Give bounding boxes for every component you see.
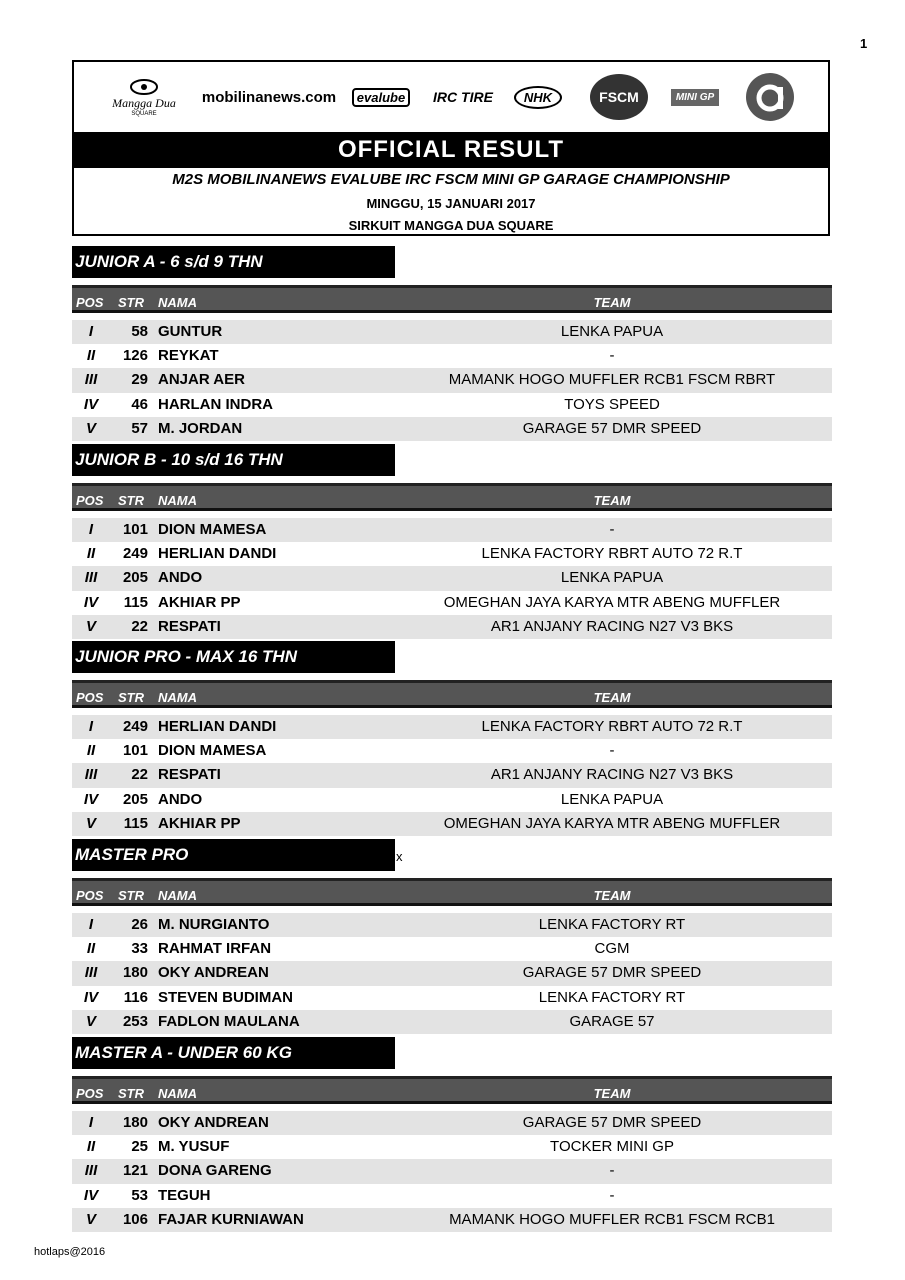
pos-column-header: POS [76, 493, 104, 508]
start-number-cell: 25 [131, 1138, 148, 1156]
column-header [72, 285, 832, 313]
position-cell: III [84, 964, 98, 982]
table-row [72, 739, 832, 763]
team-cell: LENKA PAPUA [560, 790, 664, 808]
team-cell: GARAGE 57 DMR SPEED [522, 964, 702, 982]
team-column-header: TEAM [593, 690, 631, 705]
position-cell: V [85, 814, 96, 832]
position-cell: II [86, 940, 96, 958]
str-column-header: STR [118, 888, 144, 903]
rider-name-cell: FAJAR KURNIAWAN [158, 1210, 304, 1228]
position-cell: I [88, 521, 94, 538]
table-row [72, 393, 832, 417]
position-cell: V [85, 617, 96, 635]
column-header [72, 878, 832, 906]
position-cell: IV [83, 1186, 99, 1204]
table-row [72, 518, 832, 542]
column-header [72, 1076, 832, 1104]
rider-name-cell: DONA GARENG [158, 1162, 272, 1180]
start-number-cell: 121 [122, 1162, 148, 1180]
team-cell: LENKA PAPUA [560, 323, 664, 340]
table-row [72, 788, 832, 812]
team-column-header: TEAM [593, 295, 631, 310]
start-number-cell: 249 [122, 718, 148, 735]
team-cell: GARAGE 57 DMR SPEED [522, 419, 702, 437]
position-cell: II [86, 545, 96, 563]
mangga-dua-emblem-icon [129, 78, 159, 96]
table-row [72, 913, 832, 937]
rider-name-cell: M. YUSUF [158, 1138, 230, 1156]
name-column-header: NAMA [158, 295, 197, 310]
mangga-dua-logo: Mangga Dua SQUARE [102, 62, 186, 132]
table-row [72, 417, 832, 441]
category-mark: x [396, 849, 403, 864]
team-cell: LENKA FACTORY RT [538, 916, 686, 933]
table-row [72, 937, 832, 961]
championship-title: M2S MOBILINANEWS EVALUBE IRC FSCM MINI GP GARAGE CHAMPIONSHIP [172, 171, 730, 188]
start-number-cell: 249 [122, 545, 148, 563]
position-cell: IV [83, 593, 99, 611]
position-cell: III [84, 1162, 98, 1180]
position-cell: III [84, 371, 98, 389]
results-table [72, 715, 832, 836]
team-column-header: TEAM [593, 888, 631, 903]
table-row [72, 1184, 832, 1208]
fscm-logo: FSCM [584, 62, 654, 132]
column-header [72, 483, 832, 511]
table-row [72, 344, 832, 368]
category-title: JUNIOR PRO - MAX 16 THN [72, 641, 395, 673]
rider-name-cell: ANDO [158, 790, 203, 808]
start-number-cell: 33 [131, 940, 148, 958]
position-cell: I [88, 1114, 94, 1131]
position-cell: V [85, 1210, 96, 1228]
start-number-cell: 22 [131, 617, 148, 635]
category-title: JUNIOR B - 10 s/d 16 THN [72, 444, 395, 476]
rider-name-cell: ANDO [158, 569, 203, 587]
team-cell: MAMANK HOGO MUFFLER RCB1 FSCM RBRT [448, 371, 776, 389]
sponsor-logos [74, 62, 828, 132]
start-number-cell: 22 [131, 766, 148, 784]
team-cell: - [609, 742, 615, 760]
table-row [72, 566, 832, 590]
position-cell: II [86, 742, 96, 760]
position-cell: IV [83, 395, 99, 413]
pos-column-header: POS [76, 690, 104, 705]
circle-a-logo [740, 62, 800, 132]
category-title: MASTER PRO [72, 839, 395, 871]
str-column-header: STR [118, 1086, 144, 1101]
position-cell: III [84, 569, 98, 587]
result-header [72, 60, 830, 236]
rider-name-cell: REYKAT [158, 347, 219, 365]
table-row [72, 542, 832, 566]
column-header [72, 680, 832, 708]
position-cell: I [88, 916, 94, 933]
team-cell: LENKA PAPUA [560, 569, 664, 587]
rider-name-cell: DION MAMESA [158, 521, 267, 538]
category-title: MASTER A - UNDER 60 KG [72, 1037, 395, 1069]
table-row [72, 1159, 832, 1183]
table-row [72, 1010, 832, 1034]
position-cell: V [85, 1012, 96, 1030]
name-column-header: NAMA [158, 888, 197, 903]
rider-name-cell: M. JORDAN [158, 419, 243, 437]
position-cell: IV [83, 988, 99, 1006]
rider-name-cell: AKHIAR PP [158, 814, 241, 832]
results-table [72, 913, 832, 1034]
pos-column-header: POS [76, 888, 104, 903]
rider-name-cell: HERLIAN DANDI [158, 718, 277, 735]
category-section [72, 246, 832, 444]
category-section [72, 1037, 832, 1235]
table-row [72, 368, 832, 392]
start-number-cell: 116 [123, 988, 148, 1006]
table-row [72, 715, 832, 739]
rider-name-cell: RAHMAT IRFAN [158, 940, 272, 958]
rider-name-cell: HARLAN INDRA [158, 395, 273, 413]
rider-name-cell: M. NURGIANTO [158, 916, 270, 933]
rider-name-cell: DION MAMESA [158, 742, 267, 760]
team-cell: GARAGE 57 DMR SPEED [522, 1114, 702, 1131]
str-column-header: STR [118, 690, 144, 705]
team-cell: AR1 ANJANY RACING N27 V3 BKS [490, 617, 734, 635]
team-cell: - [609, 347, 615, 365]
start-number-cell: 180 [122, 964, 148, 982]
start-number-cell: 106 [122, 1210, 148, 1228]
rider-name-cell: OKY ANDREAN [158, 1114, 269, 1131]
team-cell: CGM [594, 940, 630, 958]
pos-column-header: POS [76, 295, 104, 310]
rider-name-cell: GUNTUR [158, 323, 223, 340]
str-column-header: STR [118, 295, 144, 310]
team-cell: OMEGHAN JAYA KARYA MTR ABENG MUFFLER [443, 814, 781, 832]
table-row [72, 961, 832, 985]
category-section [72, 641, 832, 839]
start-number-cell: 58 [131, 323, 148, 340]
position-cell: II [86, 1138, 96, 1156]
team-cell: - [609, 1186, 615, 1204]
irc-tire-logo: IRC TIRE [433, 89, 493, 105]
evalube-logo: evalube [346, 62, 416, 132]
team-column-header: TEAM [593, 1086, 631, 1101]
start-number-cell: 57 [131, 419, 148, 437]
table-row [72, 591, 832, 615]
team-cell: LENKA FACTORY RBRT AUTO 72 R.T [481, 718, 743, 735]
position-cell: I [88, 718, 94, 735]
start-number-cell: 101 [122, 521, 148, 538]
name-column-header: NAMA [158, 1086, 197, 1101]
start-number-cell: 115 [123, 593, 148, 611]
name-column-header: NAMA [158, 493, 197, 508]
category-section [72, 444, 832, 642]
table-row [72, 615, 832, 639]
team-cell: TOCKER MINI GP [550, 1138, 674, 1156]
team-cell: OMEGHAN JAYA KARYA MTR ABENG MUFFLER [443, 593, 781, 611]
str-column-header: STR [118, 493, 144, 508]
position-cell: IV [83, 790, 99, 808]
team-cell: AR1 ANJANY RACING N27 V3 BKS [490, 766, 734, 784]
rider-name-cell: RESPATI [158, 766, 221, 784]
start-number-cell: 180 [122, 1114, 148, 1131]
start-number-cell: 115 [123, 814, 148, 832]
event-date: MINGGU, 15 JANUARI 2017 [366, 196, 536, 211]
position-cell: I [88, 323, 94, 340]
mini-gp-logo: MINI GP [660, 62, 730, 132]
start-number-cell: 253 [122, 1012, 148, 1030]
name-column-header: NAMA [158, 690, 197, 705]
footer-credit: hotlaps@2016 [34, 1246, 106, 1258]
category-title: JUNIOR A - 6 s/d 9 THN [72, 246, 395, 278]
nhk-logo: NHK [506, 62, 570, 132]
pos-column-header: POS [76, 1086, 104, 1101]
rider-name-cell: OKY ANDREAN [158, 964, 269, 982]
table-row [72, 320, 832, 344]
start-number-cell: 26 [131, 916, 148, 933]
start-number-cell: 205 [122, 790, 148, 808]
table-row [72, 812, 832, 836]
table-row [72, 1111, 832, 1135]
position-cell: V [85, 419, 96, 437]
table-row [72, 1208, 832, 1232]
rider-name-cell: FADLON MAULANA [158, 1012, 300, 1030]
team-cell: TOYS SPEED [564, 395, 660, 413]
rider-name-cell: AKHIAR PP [158, 593, 241, 611]
rider-name-cell: HERLIAN DANDI [158, 545, 277, 563]
team-column-header: TEAM [593, 493, 631, 508]
start-number-cell: 101 [122, 742, 148, 760]
position-cell: II [86, 347, 96, 365]
rider-name-cell: STEVEN BUDIMAN [158, 988, 294, 1006]
table-row [72, 763, 832, 787]
team-cell: GARAGE 57 [569, 1012, 655, 1030]
rider-name-cell: ANJAR AER [158, 371, 245, 389]
results-table [72, 320, 832, 441]
start-number-cell: 126 [122, 347, 148, 365]
team-cell: LENKA FACTORY RBRT AUTO 72 R.T [481, 545, 743, 563]
table-row [72, 1135, 832, 1159]
team-cell: - [609, 521, 615, 538]
category-section [72, 839, 832, 1037]
results-table [72, 1111, 832, 1232]
table-row [72, 986, 832, 1010]
start-number-cell: 46 [131, 395, 148, 413]
circle-a-icon [745, 72, 795, 122]
mobilinanews-logo: mobilinanews.com [201, 88, 337, 106]
start-number-cell: 53 [131, 1186, 148, 1204]
team-cell: - [609, 1162, 615, 1180]
team-cell: MAMANK HOGO MUFFLER RCB1 FSCM RCB1 [449, 1210, 775, 1228]
rider-name-cell: TEGUH [158, 1186, 211, 1204]
event-venue: SIRKUIT MANGGA DUA SQUARE [348, 218, 554, 233]
official-result-title: OFFICIAL RESULT [74, 132, 828, 168]
results-table [72, 518, 832, 639]
team-cell: LENKA FACTORY RT [538, 988, 686, 1006]
rider-name-cell: RESPATI [158, 617, 221, 635]
position-cell: III [84, 766, 98, 784]
page-number: 1 [860, 36, 868, 51]
start-number-cell: 29 [131, 371, 148, 389]
start-number-cell: 205 [122, 569, 148, 587]
